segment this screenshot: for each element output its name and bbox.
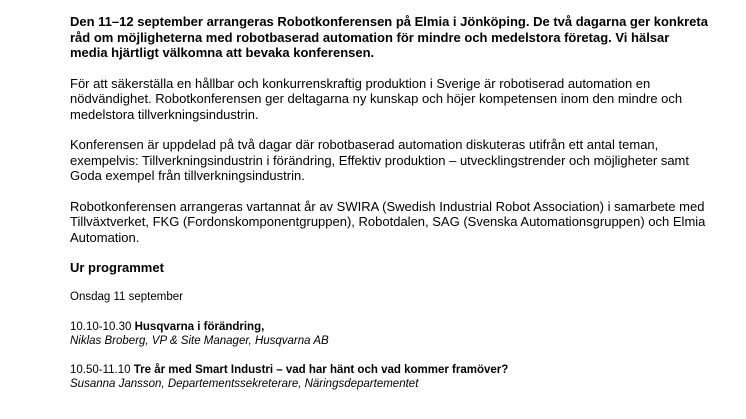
program-item-speaker: Niklas Broberg, VP & Site Manager, Husqvarna AB — [70, 334, 329, 347]
body-paragraph-1: För att säkerställa en hållbar och konkurrenskraftig produktion i Sverige är robotiserad automation en nödvändighet. Robotkonferensen ger deltagarna ny kunskap och höjer kompetensen inom den mindre och medelstora tillverkningsindustrin. — [70, 75, 683, 122]
program-day: Onsdag 11 september — [70, 290, 183, 303]
program-heading: Ur programmet — [70, 260, 164, 275]
document-page — [70, 14, 710, 406]
program-item-title: Tre år med Smart Industri – vad har hänt och vad kommer framöver? — [133, 363, 509, 376]
body-paragraph-2: Konferensen är uppdelad på två dagar där robotbaserad automation diskuteras utifrån ett antal teman, exempelvis: Tillverkningsindustrin i förändring, Effektiv produktion – utvecklingstrender och möjligheter samt Goda exempel från tillverkningsindustrin. — [70, 137, 689, 183]
program-item — [70, 320, 710, 348]
program-item-time: 10.50-11.10 — [70, 363, 131, 376]
program-item-title: Husqvarna i förändring, — [134, 320, 265, 333]
body-paragraph-3: Robotkonferensen arrangeras vartannat år av SWIRA (Swedish Industrial Robot Association) i samarbete med Tillväxtverket, FKG (Fordonskomponentgruppen), Robotdalen, SAG (Svenska Automationsgruppen) och Elmia Automation. — [70, 198, 706, 245]
lead-paragraph: Den 11–12 september arrangeras Robotkonferensen på Elmia i Jönköping. De två dagarna ger konkreta råd om möjligheterna med robotbaserad automation för mindre och medelstora företag. Vi hälsar media hjärtligt välkomna att bevaka konferensen. — [70, 14, 708, 60]
program-item-time: 10.10-10.30 — [70, 320, 132, 333]
program-item — [70, 363, 710, 391]
program-item-speaker: Susanna Jansson, Departementssekreterare, Näringsdepartementet — [70, 377, 419, 390]
